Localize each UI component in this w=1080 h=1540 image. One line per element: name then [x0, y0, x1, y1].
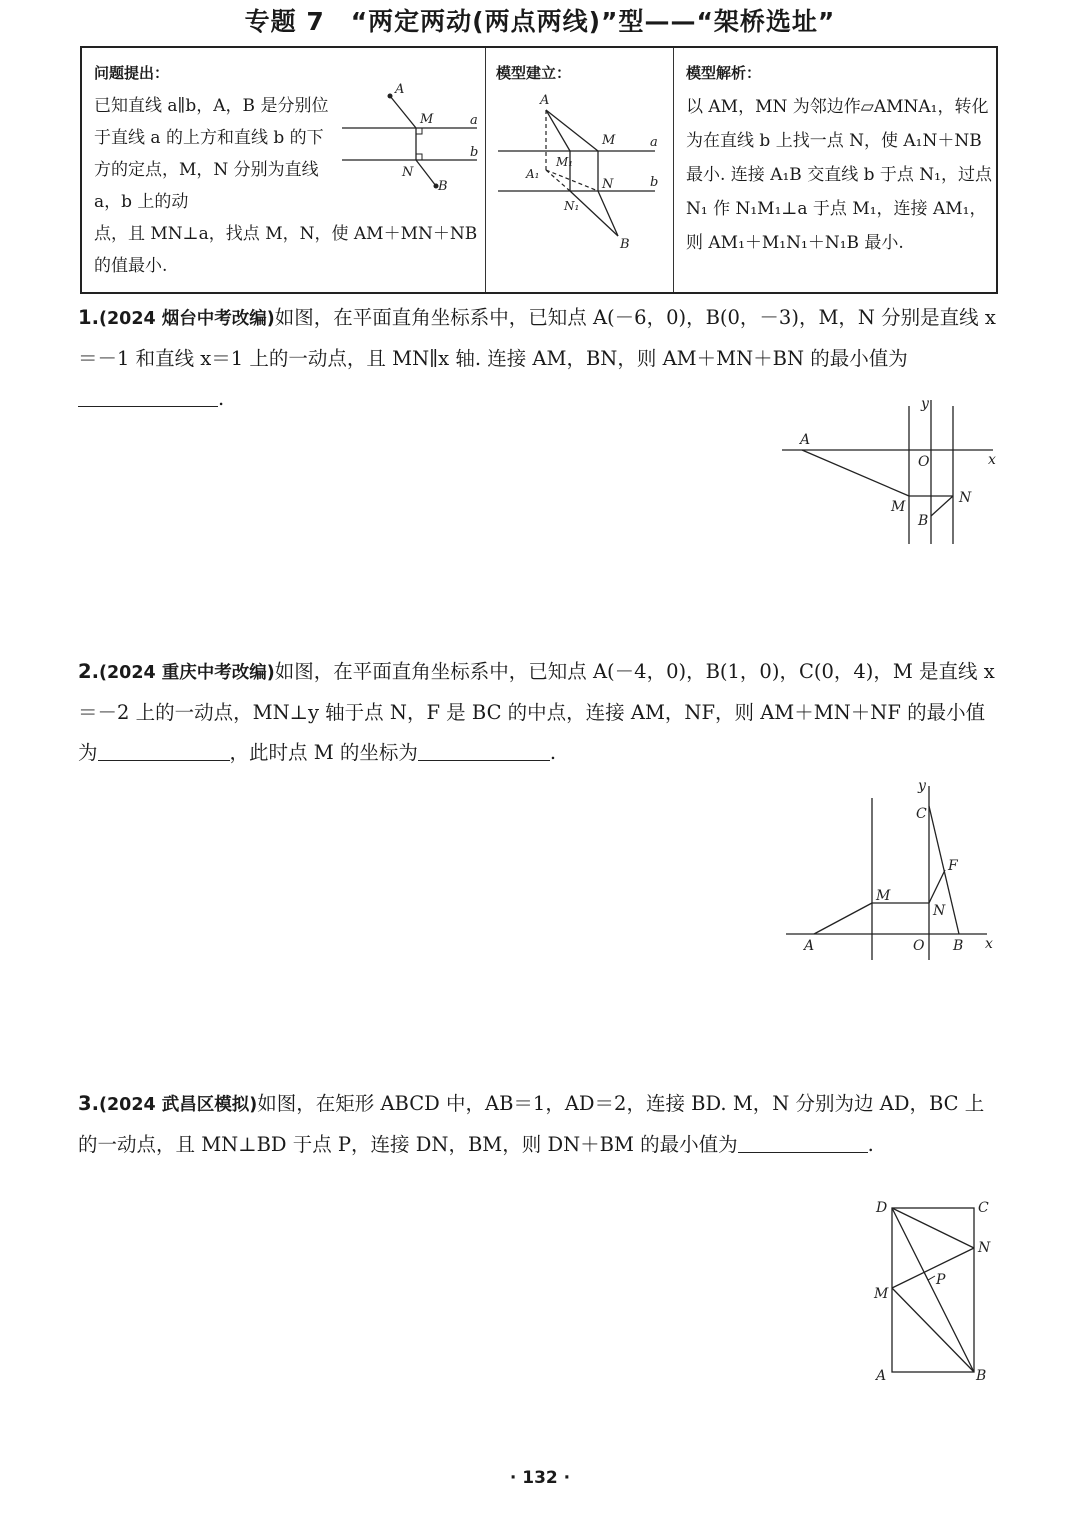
right-angle-n	[416, 154, 422, 160]
label-x: x	[985, 936, 993, 952]
label-c: C	[978, 1200, 989, 1216]
question-number: 1.	[78, 306, 99, 329]
label-m1: M₁	[556, 155, 574, 169]
label-m: M	[874, 1286, 889, 1302]
segment-am	[802, 450, 909, 496]
segment-am	[390, 96, 416, 128]
construction-figure	[490, 88, 670, 288]
segment-nb	[931, 496, 953, 516]
label-b: B	[620, 237, 630, 252]
question-end: .	[218, 387, 225, 410]
analysis-heading: 模型解析：	[686, 64, 762, 82]
question-source: (2024 重庆中考改编)	[98, 663, 275, 683]
label-a: A	[804, 938, 815, 954]
question-middle: ，此时点 M 的坐标为	[229, 741, 418, 764]
segment-bm	[892, 1288, 974, 1372]
answer-blank[interactable]	[78, 384, 218, 407]
segment-am1	[546, 110, 570, 151]
label-n: N	[402, 165, 414, 180]
label-a: A	[876, 1368, 887, 1384]
label-m: M	[876, 888, 891, 904]
segment-dn	[892, 1208, 974, 1248]
problem-figure	[332, 78, 492, 208]
label-line-a: a	[650, 135, 658, 150]
label-b: B	[918, 513, 929, 529]
label-y: y	[918, 778, 926, 794]
construction-column	[486, 48, 674, 292]
label-a: A	[540, 93, 550, 108]
answer-blank-coordinate[interactable]	[418, 738, 550, 761]
diagonal-bd	[892, 1208, 974, 1372]
segment-mn	[892, 1248, 974, 1288]
label-p: P	[936, 1272, 946, 1288]
label-n: N	[959, 490, 972, 506]
question-2-figure	[782, 776, 1012, 966]
segment-n1b	[570, 191, 618, 236]
segment-a1b	[546, 170, 570, 191]
segment-nb	[598, 191, 618, 236]
label-a: A	[800, 432, 811, 448]
label-b: B	[976, 1368, 987, 1384]
label-d: D	[876, 1200, 888, 1216]
question-source: (2024 烟台中考改编)	[98, 309, 275, 329]
problem-text-last: 点，且 MN⊥a，找点 M，N，使 AM＋MN＋NB 的值最小.	[94, 224, 478, 276]
label-n: N	[933, 903, 946, 919]
label-b: B	[953, 938, 964, 954]
label-b: B	[438, 179, 448, 194]
label-line-b: b	[470, 145, 479, 160]
problem-heading: 问题提出：	[94, 64, 170, 82]
question-3-figure	[864, 1196, 1024, 1396]
question-text: 如图，在平面直角坐标系中，已知点 A(－6，0)，B(0，－3)，M，N 分别是直线 x＝－1 和直线 x＝1 上的一动点，且 MN∥x 轴. 连接 AM，BN，则 AM＋MN＋BN 的最小值为	[78, 306, 996, 370]
right-angle-p	[924, 1272, 935, 1280]
analysis-text: 以 AM，MN 为邻边作▱AMNA₁，转化为在直线 b 上找一点 N，使 A₁N＋NB 最小. 连接 A₁B 交直线 b 于点 N₁，过点 N₁ 作 N₁M₁⊥a 于点 M₁，连接 AM₁，则 AM₁＋M₁N₁＋N₁B 最小.	[686, 97, 992, 253]
label-m: M	[420, 112, 434, 127]
segment-nf	[929, 870, 945, 903]
question-source: (2024 武昌区模拟)	[98, 1095, 258, 1115]
page-number: · 132 ·	[509, 1468, 571, 1488]
label-x: x	[988, 452, 996, 468]
problem-column	[82, 48, 486, 292]
analysis-column	[674, 48, 998, 292]
model-box	[80, 46, 998, 294]
label-c: C	[916, 806, 927, 822]
page-title: 专题 7 “两定两动(两点两线)”型——“架桥选址”	[244, 7, 836, 36]
problem-text: 已知直线 a∥b，A，B 是分别位于直线 a 的上方和直线 b 的下方的定点，M，N 分别为直线 a，b 上的动	[94, 96, 329, 212]
label-m: M	[891, 499, 906, 515]
question-2	[78, 652, 1003, 773]
segment-am	[814, 903, 872, 934]
label-a: A	[395, 82, 405, 97]
question-1-figure	[778, 392, 1018, 552]
label-a1: A₁	[526, 167, 540, 181]
label-o: O	[913, 938, 925, 954]
point-a	[388, 94, 393, 99]
question-number: 2.	[78, 660, 99, 683]
question-text: 如图，在平面直角坐标系中，已知点 A(－4，0)，B(1，0)，C(0，4)，M 是直线 x＝－2 上的一动点，MN⊥y 轴于点 N，F 是 BC 的中点，连接 AM，NF，则 AM＋MN＋NF 的最小值为	[78, 660, 995, 764]
label-n: N	[978, 1240, 991, 1256]
segment-nb	[416, 160, 436, 186]
segment-am	[546, 110, 598, 151]
label-n: N	[602, 177, 614, 192]
question-text: 如图，在矩形 ABCD 中，AB＝1，AD＝2，连接 BD. M，N 分别为边 AD，BC 上的一动点，且 MN⊥BD 于点 P，连接 DN，BM，则 DN＋BM 的最小值为	[78, 1092, 985, 1156]
label-line-a: a	[470, 113, 478, 128]
right-angle-m	[416, 128, 422, 134]
label-line-b: b	[650, 175, 659, 190]
label-f: F	[948, 858, 958, 874]
question-end: .	[867, 1133, 874, 1156]
segment-a1n	[546, 170, 598, 191]
label-n1: N₁	[564, 199, 580, 213]
construction-heading: 模型建立：	[496, 64, 572, 82]
answer-blank-min[interactable]	[98, 738, 230, 761]
question-end: .	[549, 741, 557, 764]
label-o: O	[918, 454, 930, 470]
answer-blank[interactable]	[738, 1130, 868, 1153]
label-m: M	[602, 133, 616, 148]
label-y: y	[921, 396, 929, 412]
question-number: 3.	[78, 1092, 99, 1115]
question-3	[78, 1084, 1003, 1165]
